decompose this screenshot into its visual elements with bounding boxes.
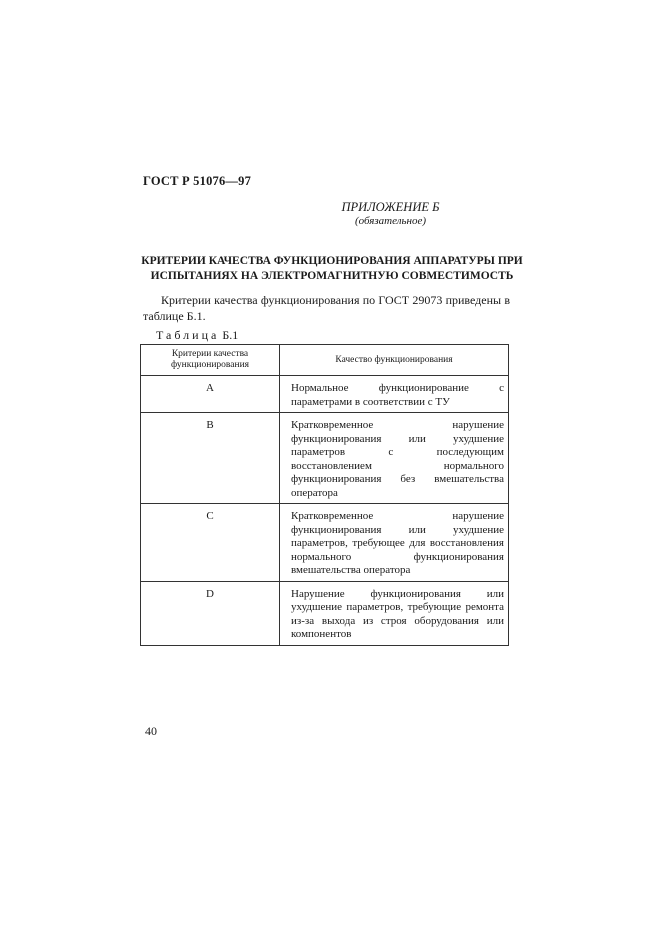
table-row [141,581,509,645]
section-heading-line-1: КРИТЕРИИ КАЧЕСТВА ФУНКЦИОНИРОВАНИЯ АППАРАТУРЫ ПРИ [141,255,523,267]
table-row [141,504,509,582]
intro-paragraph: Критерии качества функционирования по ГОСТ 29073 приведены в таблице Б.1. [143,293,510,323]
section-heading [140,254,524,284]
criterion-description: Нарушение функционирования или ухудшение параметров, требующие ремонта из-за выхода из строя оборудования или компонентов [280,581,509,645]
table-row [141,413,509,504]
column-header-quality: Качество функционирования [280,345,509,376]
criterion-code: C [141,504,280,582]
page-number: 40 [145,724,157,738]
appendix-title: ПРИЛОЖЕНИЕ Б [341,200,440,214]
criterion-description: Кратковременное нарушение функционирования или ухудшение параметров, требующее для восстановления нормального функционирования вмешательства оператора [280,504,509,582]
criterion-code: A [141,376,280,413]
section-heading-line-2: ИСПЫТАНИЯХ НА ЭЛЕКТРОМАГНИТНУЮ СОВМЕСТИМОСТЬ [150,270,514,282]
table-row [141,376,509,413]
criterion-description: Нормальное функционирование с параметрами в соответствии с ТУ [280,376,509,413]
document-code: ГОСТ Р 51076—97 [143,174,252,188]
criterion-code: D [141,581,280,645]
appendix-note: (обязательное) [354,215,427,227]
column-header-criteria: Критерии качества функционирования [141,345,280,376]
table-caption-number: Б.1 [222,328,239,342]
table-header-row [141,345,509,376]
table-caption-word: Таблица [156,328,220,342]
criterion-description: Кратковременное нарушение функционирования или ухудшение параметров с последующим восстановлением нормального функционирования без вмешательства оператора [280,413,509,504]
criterion-code: B [141,413,280,504]
table-caption [156,328,238,343]
criteria-table [140,344,509,646]
